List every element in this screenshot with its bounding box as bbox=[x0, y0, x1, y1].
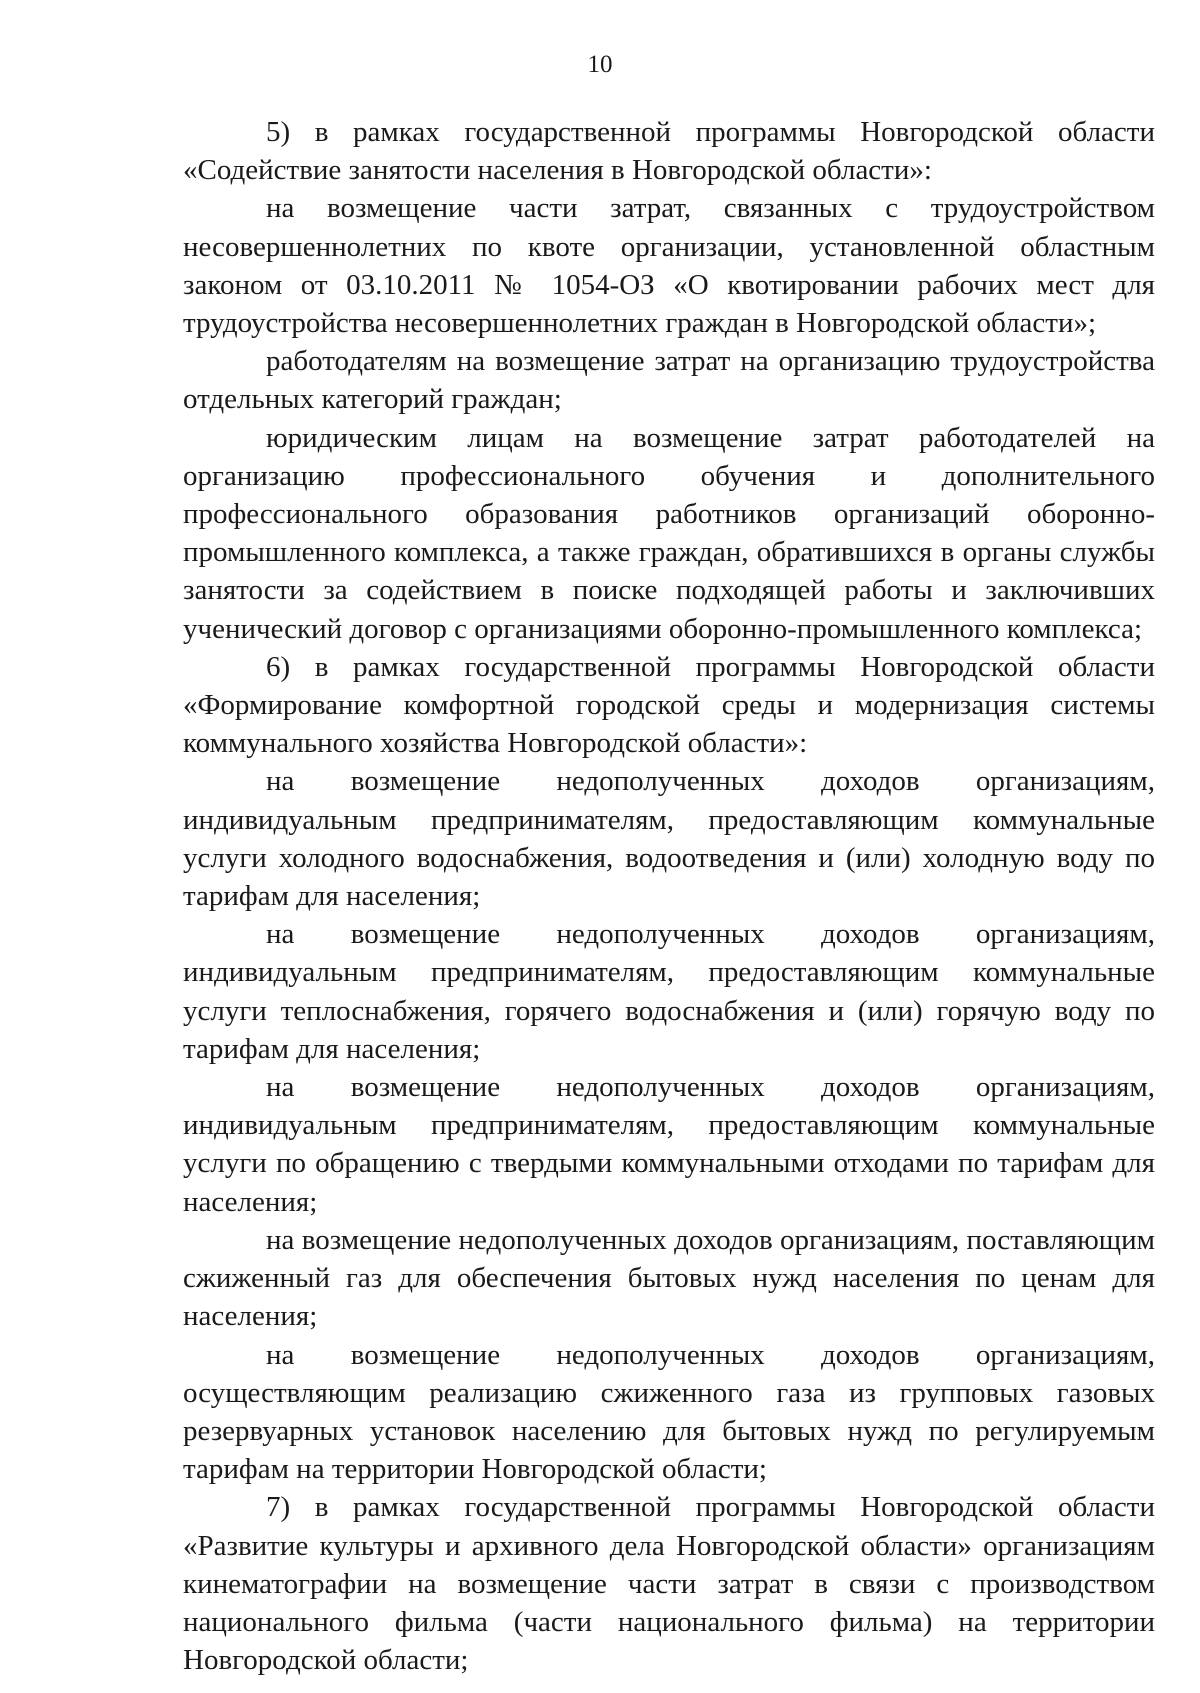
paragraph-cold-water: на возмещение недополученных доходов организациям, индивидуальным предпринимателям, предоставляющим коммунальные услуги холодного водоснабжения, водоотведения и (или) холодную воду по тарифам для населения; bbox=[183, 765, 1155, 913]
paragraph-minors-employment: на возмещение части затрат, связанных с трудоустройством несовершеннолетних по квоте организации, установленной областным законом от 03.10.2011 № 1054-ОЗ «О квотировании рабочих мест для трудоустройства несовершеннолетних граждан в Новгородской области»; bbox=[183, 192, 1155, 340]
paragraph-7-program: 7) в рамках государственной программы Новгородской области «Развитие культуры и архивного дела Новгородской области» организациям кинематографии на возмещение части затрат в связи с производством национального фильма (части национального фильма) на территории Новгородской области; bbox=[183, 1491, 1155, 1677]
paragraph-solid-waste: на возмещение недополученных доходов организациям, индивидуальным предпринимателям, предоставляющим коммунальные услуги по обращению с твердыми коммунальными отходами по тарифам для населения; bbox=[183, 1071, 1155, 1218]
paragraph-5-program: 5) в рамках государственной программы Новгородской области «Содействие занятости населения в Новгородской области»: bbox=[183, 116, 1155, 187]
paragraph-liquefied-gas: на возмещение недополученных доходов организациям, поставляющим сжиженный газ для обеспечения бытовых нужд населения по ценам для населения; bbox=[183, 1223, 1155, 1333]
paragraph-heat-supply: на возмещение недополученных доходов организациям, индивидуальным предпринимателям, предоставляющим коммунальные услуги теплоснабжения, горячего водоснабжения и (или) горячую воду по тарифам для населения; bbox=[183, 918, 1155, 1065]
page-number: 10 bbox=[587, 51, 613, 78]
paragraph-6-program: 6) в рамках государственной программы Новгородской области «Формирование комфортной городской среды и модернизация системы коммунального хозяйства Новгородской области»: bbox=[183, 650, 1155, 760]
paragraph-legal-entities-training: юридическим лицам на возмещение затрат работодателей на организацию профессионального обучения и дополнительного профессионального образования работников организаций оборонно-промышленного комплекса, а также граждан, обратившихся в органы службы занятости за содействием в поиске подходящей работы и заключивших ученический договор с организациями оборонно-промышленного комплекса; bbox=[183, 421, 1155, 645]
paragraph-employers-categories: работодателям на возмещение затрат на организацию трудоустройства отдельных категорий граждан; bbox=[183, 345, 1155, 416]
paragraph-group-gas: на возмещение недополученных доходов организациям, осуществляющим реализацию сжиженного газа из групповых газовых резервуарных установок населению для бытовых нужд по регулируемым тарифам на территории Новгородской области; bbox=[183, 1338, 1155, 1486]
document-body bbox=[183, 113, 1155, 1679]
